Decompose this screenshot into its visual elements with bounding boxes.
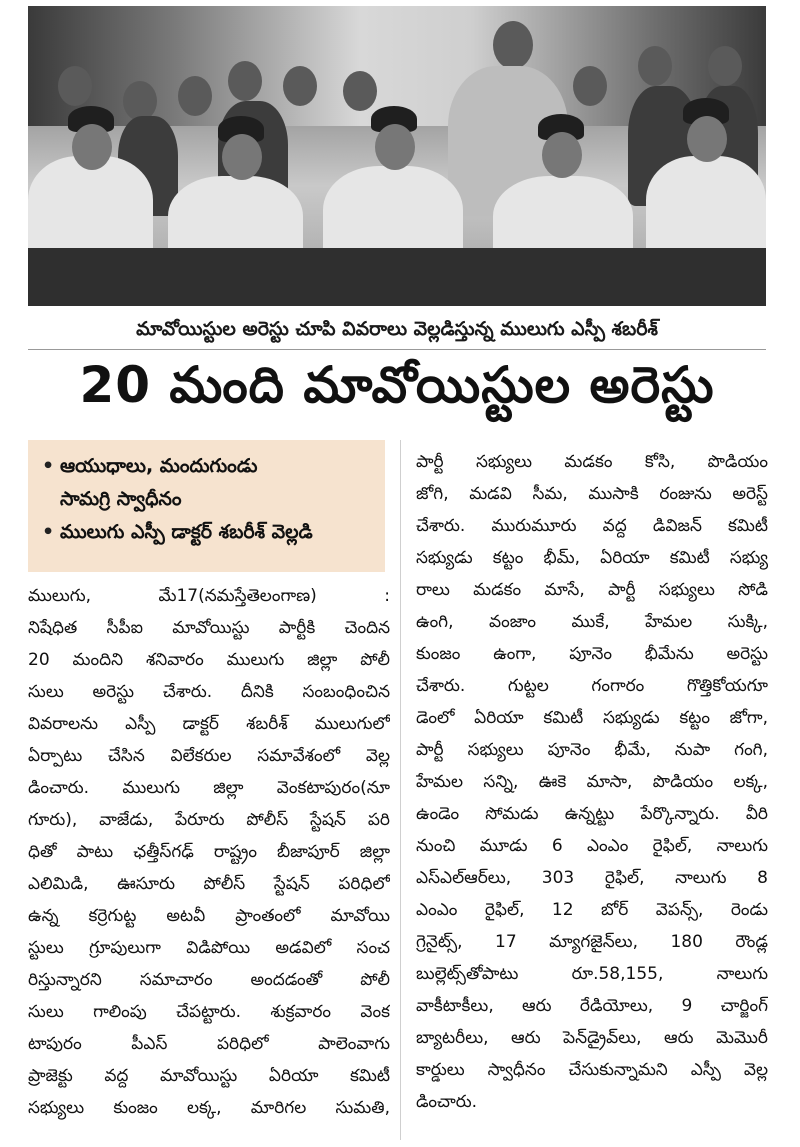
article-line: కార్డులు స్వాధీనం చేసుకున్నామని ఎస్పీ వెల్ల [416,1060,768,1080]
article-line: రాలు మడకం మాసే, పార్టీ సభ్యులు సోడి [416,580,768,600]
article-line: ఎలిమిడి, ఊసూరు పోలీస్ స్టేషన్ పరిధిలో [28,874,390,894]
highlight-text: ములుగు ఎస్పీ డాక్టర్ శబరీశ్ వెల్లడి [60,521,313,543]
article-line: చేశారు. గుట్టల గంగారం గొత్తికోయగూ [416,676,768,696]
article-line: స్టులు గ్రూపులుగా విడిపోయి అడవిలో సంచ [28,938,390,958]
bullet-icon: • [42,521,55,543]
highlight-text: ఆయుధాలు, మందుగుండు [60,455,258,477]
article-line: ఎంఎం రైఫిల్, 12 బోర్ వెపన్స్, రెండు [416,900,768,920]
article-line: బుల్లెట్స్‌తోపాటు రూ.58,155, నాలుగు [416,964,768,984]
highlight-item [42,516,371,549]
article-line: డించారు. [416,1092,478,1112]
article-line: ఉండెం సోమడు ఉన్నట్టు పేర్కొన్నారు. వీరి [416,804,768,824]
highlight-item [42,450,371,483]
news-photo [28,6,766,306]
article-line: రిస్తున్నారని సమాచారం అందడంతో పోలీ [28,970,390,990]
article-line: చేశారు. మురుమూరు వద్ద డివిజన్ కమిటీ [416,516,768,536]
article-line: సులు గాలింపు చేపట్టారు. శుక్రవారం వెంక [28,1002,390,1022]
article-line: ఏర్పాటు చేసిన విలేకరుల సమావేశంలో వెల్ల [28,746,390,766]
column-divider [400,440,401,1140]
article-line: ములుగు, మే17(నమస్తేతెలంగాణ) : [28,586,390,606]
article-line: గ్రెనైట్స్, 17 మ్యాగజైన్‌లు, 180 రౌండ్ల [416,932,768,952]
article-line: నుంచి మూడు 6 ఎంఎం రైఫిల్, నాలుగు [416,836,768,856]
article-line: ఉంగి, వంజాం ముకే, హేమల సుక్కి, [416,612,768,632]
article-line: ఉన్న కర్రెగుట్ట అటవీ ప్రాంతంలో మావోయి [28,906,390,926]
article-line: టాపురం పీఎస్ పరిధిలో పాలెంవాగు [28,1034,390,1054]
article-line: ప్రాజెక్టు వద్ద మావోయిస్టు ఏరియా కమిటీ [28,1066,390,1086]
article-line: ధితో పాటు ఛత్తీస్‌గఢ్ రాష్ట్రం బీజాపూర్ జిల్లా [28,842,390,862]
article-column-left [28,580,390,1124]
article-line: జోగి, మడవి సీమ, ముసాకి రంజును అరెస్ట్ [416,484,768,504]
article-line: 20 మందిని శనివారం ములుగు జిల్లా పోలీ [28,650,390,670]
article-line: ఎస్ఎల్ఆర్‌లు, 303 రైఫిల్, నాలుగు 8 [416,868,768,888]
article-line: హేమల సన్ని, ఊకె మాసా, పొడియం లక్క, [416,772,768,792]
photo-table [28,248,766,306]
article-line: పార్టీ సభ్యులు మడకం కోసి, పొడియం [416,452,768,472]
article-line: నిషేధిత సీపీఐ మావోయిస్టు పార్టీకి చెందిన [28,618,390,638]
article-line: సభ్యుడు కట్టం భీమ్, ఏరియా కమిటీ సభ్యు [416,548,768,568]
highlight-text-continued: సామగ్రి స్వాధీనం [60,488,182,510]
article-line: సభ్యులు కుంజం లక్క, మారిగల సుమతి, [28,1098,390,1118]
article-line: డించారు. ములుగు జిల్లా వెంకటాపురం(నూ [28,778,390,798]
article-line: బ్యాటరీలు, ఆరు పెన్‌డ్రైవ్‌లు, ఆరు మెమొరీ [416,1028,768,1048]
article-line: వాకీటాకీలు, ఆరు రేడియోలు, 9 చార్జింగ్ [416,996,768,1016]
headline: 20 మంది మావోయిస్టుల అరెస్టు [79,355,715,414]
article-column-right [416,446,768,1118]
article-line: డెంలో ఏరియా కమిటీ సభ్యుడు కట్టం జోగా, [416,708,768,728]
article-line: వివరాలను ఎస్పీ డాక్టర్ శబరీశ్ ములుగులో [28,714,390,734]
article-line: సులు అరెస్టు చేశారు. దీనికి సంబంధించిన [28,682,390,702]
bullet-icon: • [42,455,55,477]
article-line: పార్టీ సభ్యులు పూనెం భీమే, నుపా గంగి, [416,740,768,760]
article-line: గూరు), వాజేడు, పేరూరు పోలీస్ స్టేషన్ పరి [28,810,390,830]
highlights-box [28,440,385,572]
article-line: కుంజం ఉంగా, పూనెం భీమేను అరెస్టు [416,644,768,664]
photo-caption: మావోయిస్టుల అరెస్టు చూపి వివరాలు వెల్లడిస్తున్న ములుగు ఎస్పీ శబరీశ్ [28,313,766,350]
